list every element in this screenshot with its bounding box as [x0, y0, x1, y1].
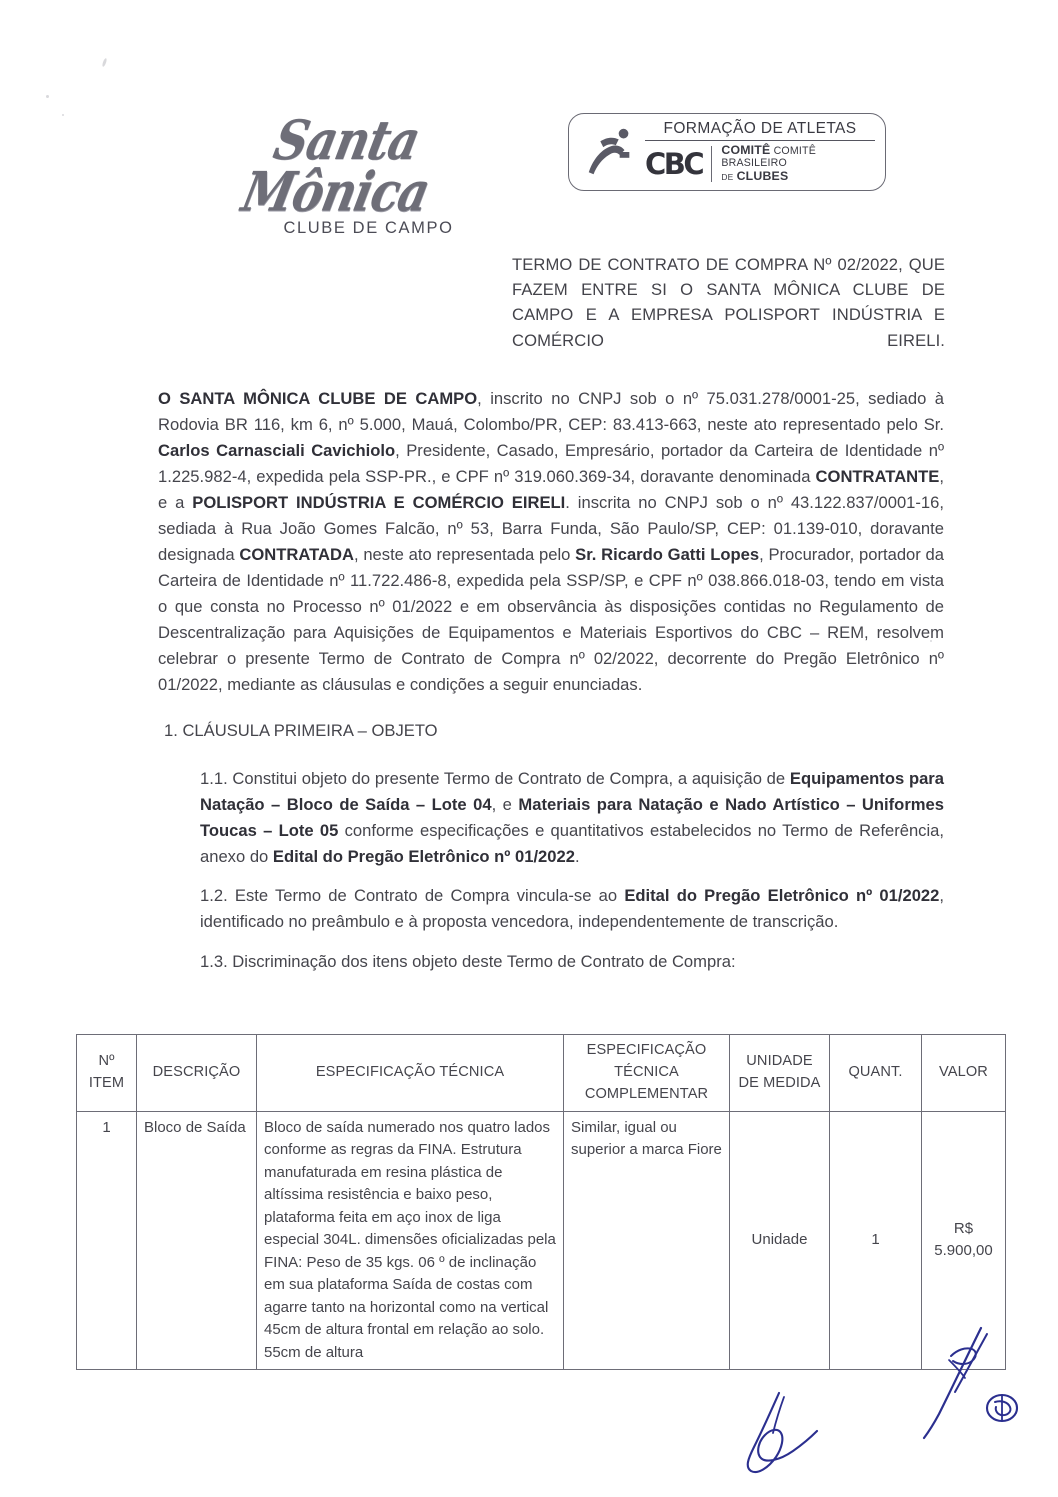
scan-speck [102, 58, 108, 67]
table-header-row [77, 1035, 1006, 1112]
cell-descricao: Bloco de Saída [137, 1111, 257, 1370]
th-valor: VALOR [922, 1035, 1006, 1112]
cell-especificacao-complementar: Similar, igual ou superior a marca Fiore [564, 1111, 730, 1370]
item-1-1-seg-c: , e [491, 794, 519, 814]
club-name-script: Santa Mônica [236, 108, 435, 224]
preamble-seg-d: , Presidente, Casado, Empresário, portador da Carteira de Identidade nº 1.225.982-4, expedida pela SSP-PR., e CPF nº 319.060.369-34, doravante denominada [158, 440, 945, 486]
th-item-number: Nº ITEM [77, 1035, 137, 1112]
preamble-seg-f: , e a [158, 466, 944, 512]
cell-especificacao-tecnica: Bloco de saída numerado nos quatro lados conforme as regras da FINA. Estrutura manufaturada em resina plástica de altíssima resistência e baixo peso, plataforma feita em aço inox de liga especial 304L. dimensões oficializadas pela FINA: Peso de 35 kgs. 06 º de inclinação em sua plataforma Saída de costas com agarre tanto na horizontal como na vertical 45cm de altura frontal em relação ao solo. 55cm de altura [257, 1111, 564, 1370]
cell-item-number: 1 [77, 1111, 137, 1370]
contratante-name: O SANTA MÔNICA CLUBE DE CAMPO [158, 389, 478, 408]
item-1-1-seg-e: conforme especificações e quantitativos estabelecidos no Termo de Referência, anexo do [200, 820, 945, 866]
edital-reference-1-1: Edital do Pregão Eletrônico nº 01/2022 [272, 846, 575, 866]
signature-left [735, 1375, 865, 1485]
preamble-seg-j: , neste ato representada pelo [353, 544, 576, 564]
clause-item-1-2 [200, 883, 944, 935]
clause-heading: 1. CLÁUSULA PRIMEIRA – OBJETO [164, 720, 438, 740]
cbc-tagline: FORMAÇÃO DE ATLETAS [645, 120, 875, 141]
document-header [0, 105, 1058, 238]
cell-valor: R$ 5.900,00 [922, 1111, 1006, 1370]
item-1-1-seg-a: 1.1. Constitui objeto do presente Termo de Contrato de Compra, a aquisição de [200, 768, 790, 788]
cbc-full-name: COMITÊ COMITÊ BRASILEIRO DE CLUBES [721, 143, 816, 183]
item-1-1-seg-g: . [574, 846, 580, 866]
item-1-2-seg-c: , identificado no preâmbulo e à proposta vencedora, independentemente de transcrição. [200, 886, 945, 932]
preamble-seg-b: , inscrito no CNPJ sob o nº 75.031.278/0001-25, sediado à Rodovia BR 116, km 6, nº 5.000, Mauá, Colombo/PR, CEP: 83.413-663, neste ato representado pelo Sr. [158, 389, 944, 434]
th-especificacao-complementar: ESPECIFICAÇÃO TÉCNICA COMPLEMENTAR [564, 1035, 730, 1112]
items-table [76, 1034, 1006, 1370]
th-quantidade: QUANT. [830, 1035, 922, 1112]
scan-speck [46, 95, 49, 98]
cbc-text-block [645, 120, 875, 184]
contract-body [158, 386, 944, 975]
lote-04-object: Equipamentos para Natação – Bloco de Saída – Lote 04 [200, 768, 944, 814]
label-contratada: CONTRATADA [239, 544, 354, 564]
table-row [77, 1111, 1006, 1370]
th-especificacao-tecnica: ESPECIFICAÇÃO TÉCNICA [257, 1035, 564, 1112]
cbc-word-brasileiro: COMITÊ BRASILEIRO [721, 145, 816, 170]
club-name-subtitle: CLUBE DE CAMPO [283, 219, 454, 238]
contratada-name: POLISPORT INDÚSTRIA E COMÉRCIO EIRELI [192, 492, 566, 512]
label-contratante: CONTRATANTE [815, 466, 940, 486]
preamble-paragraph [158, 386, 944, 698]
signature-right [905, 1320, 1045, 1470]
th-descricao: DESCRIÇÃO [137, 1035, 257, 1112]
cbc-word-de: DE [721, 171, 734, 182]
cbc-acronym: CBC [645, 146, 703, 181]
clause-item-1-1 [200, 766, 944, 870]
cbc-logo [568, 113, 886, 191]
contract-title: TERMO DE CONTRATO DE COMPRA Nº 02/2022, QUE FAZEM ENTRE SI O SANTA MÔNICA CLUBE DE CAMPO E A EMPRESA POLISPORT INDÚSTRIA E COMÉRCIO EIRELI. [512, 255, 945, 350]
representative-contratante: Carlos Carnasciali Cavichiolo [158, 440, 396, 460]
cell-quantidade: 1 [830, 1111, 922, 1370]
preamble-seg-l: , Procurador, portador da Carteira de Identidade nº 11.722.486-8, expedida pela SSP/SP, e CPF nº 038.866.018-03, tendo em vista o que consta no Processo nº 01/2022 e em observância às disposições contidas no Regulamento de Descentralização para Aquisições de Equipamentos e Materiais Esportivos do CBC – REM, resolvem celebrar o presente Termo de Contrato de Compra nº 02/2022, decorrente do Pregão Eletrônico nº 01/2022, mediante as cláusulas e condições a seguir enunciadas. [158, 544, 945, 694]
cell-unidade-medida: Unidade [730, 1111, 830, 1370]
clause-item-1-3: 1.3. Discriminação dos itens objeto deste Termo de Contrato de Compra: [200, 952, 736, 972]
cbc-word-clubes: CLUBES [736, 168, 789, 183]
running-athlete-icon [581, 123, 639, 181]
preamble-seg-h: . inscrita no CNPJ sob o nº 43.122.837/0001-16, sediada à Rua João Gomes Falcão, nº 53, Barra Funda, São Paulo/SP, CEP: 01.139-010, doravante designada [158, 492, 944, 564]
edital-reference-1-2: Edital do Pregão Eletrônico nº 01/2022 [624, 886, 940, 906]
santa-monica-script-logo [186, 108, 496, 238]
representative-contratada: Sr. Ricardo Gatti Lopes [575, 544, 760, 564]
cbc-divider [711, 146, 712, 182]
lote-05-object: Materiais para Natação e Nado Artístico – Uniformes Toucas – Lote 05 [200, 794, 944, 840]
item-1-2-seg-a: 1.2. Este Termo de Contrato de Compra vincula-se ao [200, 886, 625, 906]
th-unidade-medida: UNIDADE DE MEDIDA [730, 1035, 830, 1112]
